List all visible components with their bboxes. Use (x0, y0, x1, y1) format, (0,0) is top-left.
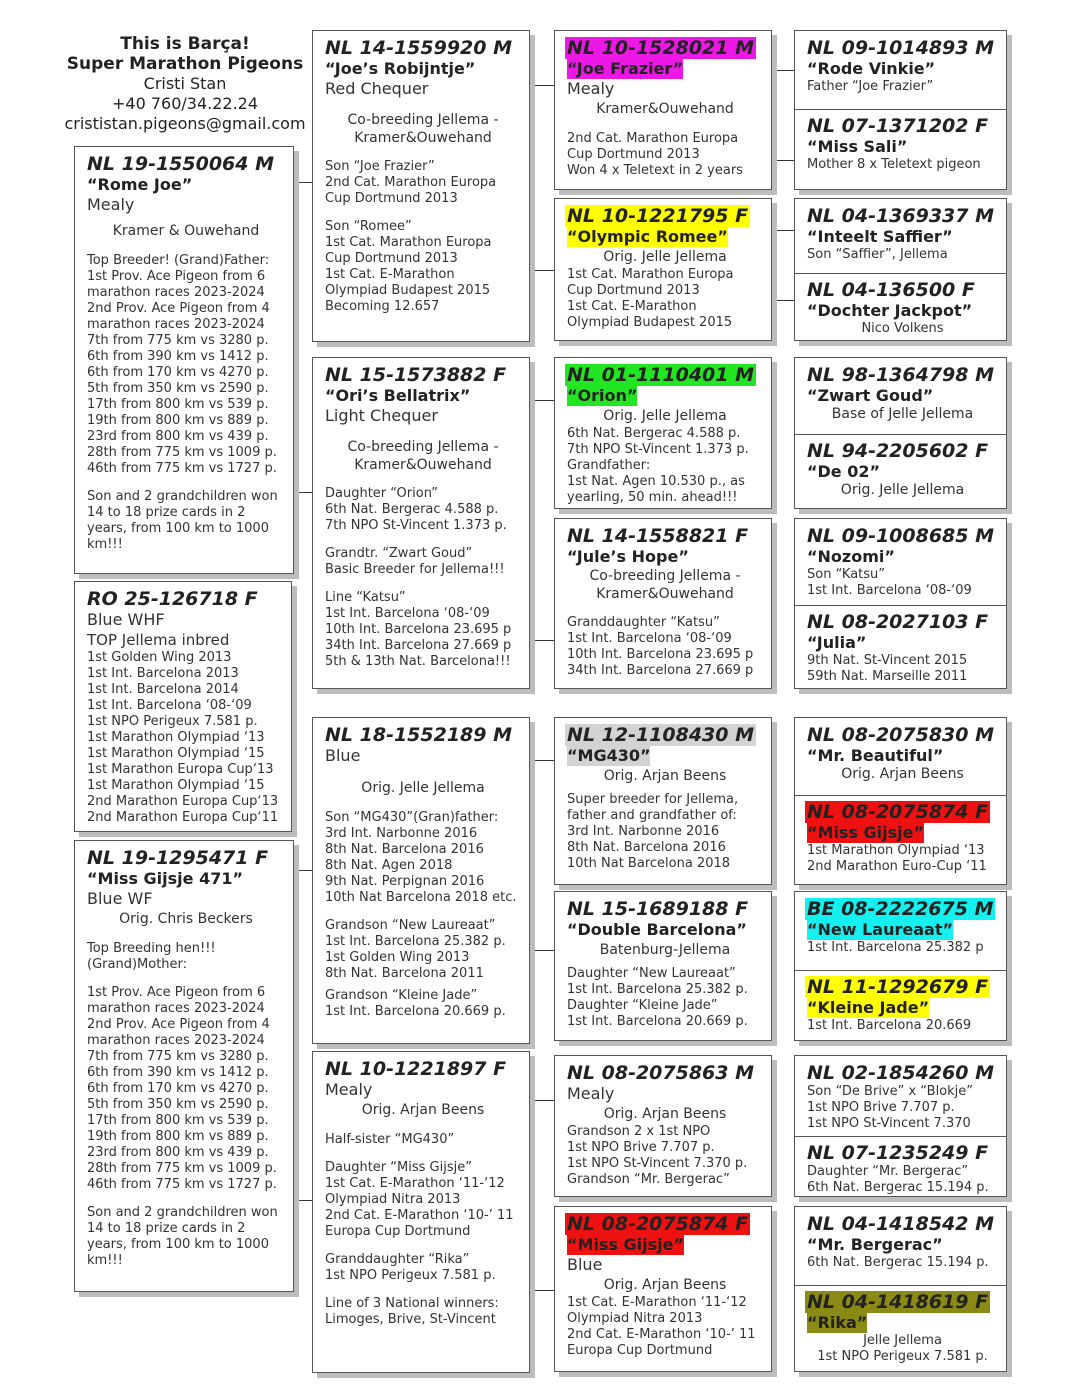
breeder: Co-breeding Jellema - Kramer&Ouwehand (347, 439, 499, 473)
ring-number: NL 08-2075874 F (567, 1213, 749, 1235)
pedigree-card-gen2 (312, 717, 530, 1044)
pigeon-name: “MG430” (567, 746, 651, 765)
pedigree-card-gen4 (794, 1055, 1007, 1197)
connector-line (530, 270, 554, 271)
pigeon-color: Blue (325, 746, 361, 765)
connector-line (530, 640, 554, 641)
pedigree-card-gen3 (554, 30, 772, 190)
achievements: 9th Nat. St-Vincent 2015 59th Nat. Marseille 2011 (807, 653, 968, 684)
ring-number: RO 25-126718 F (87, 588, 258, 610)
achievements: Grandtr. “Zwart Goud” Basic Breeder for Jellema!!! (325, 546, 505, 577)
connector-line (530, 1100, 554, 1101)
achievements-intro: Top Breeding hen!!! (Grand)Mother: (87, 941, 216, 972)
achievements: 1st Int. Barcelona 20.669 (807, 1018, 972, 1033)
achievements: 1st Int. Barcelona 25.382 p (807, 940, 984, 955)
pigeon-name: “Kleine Jade” (807, 998, 930, 1017)
ring-number: NL 04-1418619 F (807, 1291, 989, 1313)
connector-line (530, 950, 554, 951)
connector-line (292, 492, 312, 493)
pigeon-name: “Rode Vinkie” (807, 59, 936, 78)
pigeon-name: “Rika” (807, 1313, 868, 1332)
connector-line (772, 160, 794, 161)
achievements: Half-sister “MG430” (325, 1132, 455, 1147)
pigeon-color: Light Chequer (325, 406, 438, 425)
pedigree-card-sire (74, 146, 294, 574)
ring-number: NL 15-1689188 F (567, 898, 749, 920)
pigeon-name: “Joe’s Robijntje” (325, 59, 476, 78)
ring-number: NL 07-1371202 F (807, 115, 989, 137)
header-owner: Cristi Stan (143, 74, 227, 93)
achievements: Becoming 12.657 (325, 299, 440, 314)
achievements: 2nd Cat. Marathon Europa Cup Dortmund 2013 Won 4 x Teletext in 2 years (567, 131, 743, 178)
achievements: Top Breeder! (Grand)Father: 1st Prov. Ace Pigeon from 6 marathon races 2023-2024 2nd Prov. Ace Pigeon from 4 marathon races 2023-2024 7th from 775 km vs 3280 p. 6th from 390 km vs 1412 p. 6th from 170 km vs 4270 p. 5th from 350 km vs 2590 p. 17th from 800 km vs 539 p. 19th from 800 km vs 889 p. 23rd from 800 km vs 439 p. 28th from 775 km vs 1009 p. 46th from 775 km vs 1727 p. (87, 253, 277, 476)
pedigree-card-gen4 (794, 717, 1007, 885)
ring-number: NL 98-1364798 M (807, 364, 995, 386)
breeder: Co-breeding Jellema - Kramer&Ouwehand (589, 568, 741, 602)
connector-line (292, 1200, 312, 1201)
achievements: Son “Romee” 1st Cat. Marathon Europa Cup Dortmund 2013 1st Cat. E-Marathon Olympiad Budapest 2015 (325, 219, 492, 298)
pedigree-card-gen4 (794, 891, 1007, 1041)
achievements: Son “Saffier”, Jellema (807, 247, 948, 262)
achievements: Super breeder for Jellema, father and grandfather of: 3rd Int. Narbonne 2016 8th Nat. Barcelona 2016 10th Nat Barcelona 2018 (567, 792, 739, 871)
pigeon-color: Blue (567, 1255, 603, 1274)
pedigree-card-gen2 (312, 1051, 530, 1373)
breeder: Batenburg-Jellema (599, 942, 731, 958)
pedigree-card-owner (74, 581, 292, 832)
breeder: Orig. Arjan Beens (603, 1106, 727, 1122)
achievements: Grandson “Kleine Jade” 1st Int. Barcelona 20.669 p. (325, 988, 506, 1019)
pedigree-card-gen4 (794, 198, 1007, 341)
ring-number: NL 14-1558821 F (567, 525, 749, 547)
achievements: Grandson “New Laureaat” 1st Int. Barcelona 25.382 p. 1st Golden Wing 2013 8th Nat. Barcelona 2011 (325, 918, 506, 981)
ring-number: NL 02-1854260 M (807, 1062, 995, 1084)
connector-line (530, 85, 554, 86)
pigeon-name: “Miss Gijsje” (567, 1235, 685, 1254)
pigeon-name: “Miss Gijsje 471” (87, 869, 243, 888)
ring-number: NL 08-2075874 F (807, 801, 989, 823)
achievements: Mother 8 x Teletext pigeon (807, 157, 981, 172)
pigeon-name: “Double Barcelona” (567, 920, 747, 939)
ring-number: NL 19-1550064 M (87, 153, 275, 175)
breeder: Orig. Jelle Jellema (361, 780, 485, 796)
ring-number: NL 10-1221795 F (567, 205, 749, 227)
ring-number: NL 15-1573882 F (325, 364, 507, 386)
achievements: 1st Cat. Marathon Europa Cup Dortmund 2013 1st Cat. E-Marathon Olympiad Budapest 2015 (567, 267, 734, 330)
header-title: This is Barça! (120, 34, 250, 54)
pigeon-name: “New Laureaat” (807, 920, 953, 939)
achievements: 1st Marathon Olympiad ‘13 2nd Marathon Euro-Cup ‘11 (807, 843, 987, 874)
pigeon-name: “Nozomi” (807, 547, 895, 566)
breeder: Orig. Arjan Beens (361, 1102, 485, 1118)
ring-number: NL 09-1014893 M (807, 37, 995, 59)
connector-line (772, 70, 794, 71)
breeder-header (60, 34, 310, 134)
pigeon-color: Mealy (325, 1080, 373, 1099)
header-email: crististan.pigeons@gmail.com (64, 114, 306, 133)
pigeon-name: “Mr. Beautiful” (807, 746, 944, 765)
ring-number: NL 08-2075830 M (807, 724, 995, 746)
breeder: Orig. Arjan Beens (603, 1277, 727, 1293)
achievements: Nico Volkens (861, 321, 944, 336)
achievements: Father “Joe Frazier” (807, 79, 934, 94)
achievements: Daughter “Orion” 6th Nat. Bergerac 4.588 p. 7th NPO St-Vincent 1.373 p. (325, 486, 507, 533)
breeder: Orig. Jelle Jellema (603, 249, 727, 265)
pigeon-name: “Zwart Goud” (807, 386, 934, 405)
ring-number: NL 04-1418542 M (807, 1213, 995, 1235)
pedigree-card-gen4 (794, 1206, 1007, 1372)
achievements: Granddaughter “Rika” 1st NPO Perigeux 7.581 p. (325, 1252, 496, 1283)
pigeon-name: “Inteelt Saffier” (807, 227, 953, 246)
pedigree-card-gen2 (312, 30, 530, 342)
connector-line (292, 870, 312, 871)
pedigree-card-gen3 (554, 1055, 772, 1197)
pedigree-card-gen4 (794, 30, 1007, 190)
pedigree-card-gen4 (794, 518, 1007, 689)
ring-number: NL 04-136500 F (807, 279, 975, 301)
pedigree-card-gen2 (312, 357, 530, 689)
achievements: Daughter “New Laureaat” 1st Int. Barcelona 25.382 p. Daughter “Kleine Jade” 1st Int. Barcelona 20.669 p. (567, 966, 748, 1029)
connector-line (292, 182, 312, 183)
pigeon-name: “Rome Joe” (87, 175, 193, 194)
ring-number: NL 18-1552189 M (325, 724, 513, 746)
header-phone: +40 760/34.22.24 (111, 94, 259, 113)
achievements: Orig. Arjan Beens (841, 766, 964, 782)
connector-line (530, 400, 554, 401)
achievements: Son “MG430”(Gran)father: 3rd Int. Narbonne 2016 8th Nat. Barcelona 2016 8th Nat. Agen 2018 9th Nat. Perpignan 2016 10th Nat Barcelona 2018 etc. (325, 810, 517, 905)
achievements: 1st Cat. E-Marathon ‘11-‘12 Olympiad Nitra 2013 2nd Cat. E-Marathon ‘10-’ 11 Europa Cup Dortmund (567, 1295, 756, 1358)
pedigree-card-gen3 (554, 357, 772, 509)
ring-number: NL 08-2027103 F (807, 611, 989, 633)
ring-number: NL 07-1235249 F (807, 1142, 989, 1164)
ring-number: NL 09-1008685 M (807, 525, 995, 547)
pedigree-card-gen3 (554, 198, 772, 341)
achievements-note: Son and 2 grandchildren won 14 to 18 prize cards in 2 years, from 100 km to 1000 km!!! (87, 1205, 278, 1268)
achievements: Son “Katsu” 1st Int. Barcelona ‘08-‘09 (807, 567, 972, 598)
pigeon-color: Red Chequer (325, 79, 429, 98)
ring-number: NL 04-1369337 M (807, 205, 995, 227)
pigeon-color: Blue WF (87, 889, 153, 908)
pigeon-name: “Joe Frazier” (567, 59, 684, 78)
pigeon-name: “De 02” (807, 462, 880, 481)
pedigree-card-gen3 (554, 891, 772, 1041)
achievements: 6th Nat. Bergerac 15.194 p. (807, 1255, 989, 1270)
achievements: Son “De Brive” x “Blokje” 1st NPO Brive 7.707 p. 1st NPO St-Vincent 7.370 (807, 1084, 974, 1131)
pigeon-color: Mealy (87, 195, 135, 214)
pigeon-name: “Miss Gijsje” (807, 823, 925, 842)
achievements: Line “Katsu” 1st Int. Barcelona ‘08-‘09 10th Int. Barcelona 23.695 p 34th Int. Barcelona 27.669 p 5th & 13th Nat. Barcelona!!! (325, 590, 512, 669)
ring-number: NL 14-1559920 M (325, 37, 513, 59)
pigeon-name: “Jule’s Hope” (567, 547, 689, 566)
pigeon-name: “Julia” (807, 633, 867, 652)
breeder: Co-breeding Jellema - Kramer&Ouwehand (347, 112, 499, 146)
pigeon-name: “Miss Sali” (807, 137, 908, 156)
achievements: Son “Joe Frazier” 2nd Cat. Marathon Europa Cup Dortmund 2013 (325, 159, 497, 206)
breeder: TOP Jellema inbred (87, 631, 230, 649)
breeder: Orig. Chris Beckers (119, 911, 253, 927)
ring-number: NL 01-1110401 M (567, 364, 755, 386)
ring-number: NL 11-1292679 F (807, 976, 989, 998)
pigeon-name: “Dochter Jackpot” (807, 301, 973, 320)
connector-line (530, 760, 554, 761)
pigeon-color: Mealy (567, 79, 615, 98)
header-subtitle: Super Marathon Pigeons (66, 54, 304, 74)
connector-line (530, 1290, 554, 1291)
achievements-note: Son and 2 grandchildren won 14 to 18 prize cards in 2 years, from 100 km to 1000 km!!! (87, 489, 278, 552)
pedigree-card-gen3 (554, 518, 772, 689)
ring-number: NL 10-1528021 M (567, 37, 755, 59)
achievements: Granddaughter “Katsu” 1st Int. Barcelona ‘08-‘09 10th Int. Barcelona 23.695 p 34th Int. Barcelona 27.669 p (567, 615, 754, 678)
achievements: Daughter “Mr. Bergerac” 6th Nat. Bergerac 15.194 p. (807, 1164, 989, 1195)
ring-number: NL 94-2205602 F (807, 440, 989, 462)
connector-line (772, 300, 794, 301)
pigeon-name: “Ori’s Bellatrix” (325, 386, 471, 405)
pigeon-color: Blue WHF (87, 610, 165, 629)
breeder: Orig. Arjan Beens (603, 768, 727, 784)
pedigree-card-dam (74, 840, 294, 1292)
achievements: Jelle Jellema 1st NPO Perigeux 7.581 p. (817, 1333, 988, 1364)
ring-number: NL 10-1221897 F (325, 1058, 507, 1080)
pigeon-name: “Orion” (567, 386, 638, 405)
pigeon-name: “Olympic Romee” (567, 227, 728, 246)
ring-number: NL 19-1295471 F (87, 847, 269, 869)
breeder: Orig. Jelle Jellema (603, 408, 727, 424)
achievements: Orig. Jelle Jellema (840, 482, 965, 498)
breeder: Kramer&Ouwehand (596, 101, 734, 117)
pigeon-color: Mealy (567, 1084, 615, 1103)
ring-number: BE 08-2222675 M (807, 898, 994, 920)
achievements: 1st Golden Wing 2013 1st Int. Barcelona 2013 1st Int. Barcelona 2014 1st Int. Barcelona ‘08-‘09 1st NPO Perigeux 7.581 p. 1st Marathon Olympiad ‘13 1st Marathon Olympiad ‘15 1st Marathon Europa Cup‘13 1st Marathon Olympiad ‘15 2nd Marathon Europa Cup‘13 2nd Marathon Europa Cup‘11 (87, 650, 279, 825)
achievements: 1st Prov. Ace Pigeon from 6 marathon races 2023-2024 2nd Prov. Ace Pigeon from 4 marathon races 2023-2024 7th from 775 km vs 3280 p. 6th from 390 km vs 1412 p. 6th from 170 km vs 4270 p. 5th from 350 km vs 2590 p. 17th from 800 km vs 539 p. 19th from 800 km vs 889 p. 23rd from 800 km vs 439 p. 28th from 775 km vs 1009 p. 46th from 775 km vs 1727 p. (87, 985, 277, 1192)
pedigree-card-gen3 (554, 1206, 772, 1372)
pedigree-card-gen3 (554, 717, 772, 885)
ring-number: NL 12-1108430 M (567, 724, 755, 746)
connector-line (772, 230, 794, 231)
achievements: 6th Nat. Bergerac 4.588 p. 7th NPO St-Vincent 1.373 p. Grandfather: 1st Nat. Agen 10.530 p., as yearling, 50 min. ahead!!! (567, 426, 749, 505)
pigeon-name: “Mr. Bergerac” (807, 1235, 943, 1254)
achievements: Line of 3 National winners: Limoges, Brive, St-Vincent (325, 1296, 499, 1327)
pedigree-card-gen4 (794, 357, 1007, 509)
ring-number: NL 08-2075863 M (567, 1062, 755, 1084)
achievements: Grandson 2 x 1st NPO 1st NPO Brive 7.707 p. 1st NPO St-Vincent 7.370 p. Grandson “Mr. Bergerac” (567, 1124, 748, 1187)
achievements: Daughter “Miss Gijsje” 1st Cat. E-Marathon ‘11-‘12 Olympiad Nitra 2013 2nd Cat. E-Marathon ‘10-’ 11 Europa Cup Dortmund (325, 1160, 514, 1239)
breeder: Kramer & Ouwehand (112, 223, 260, 239)
achievements: Base of Jelle Jellema (831, 406, 974, 422)
